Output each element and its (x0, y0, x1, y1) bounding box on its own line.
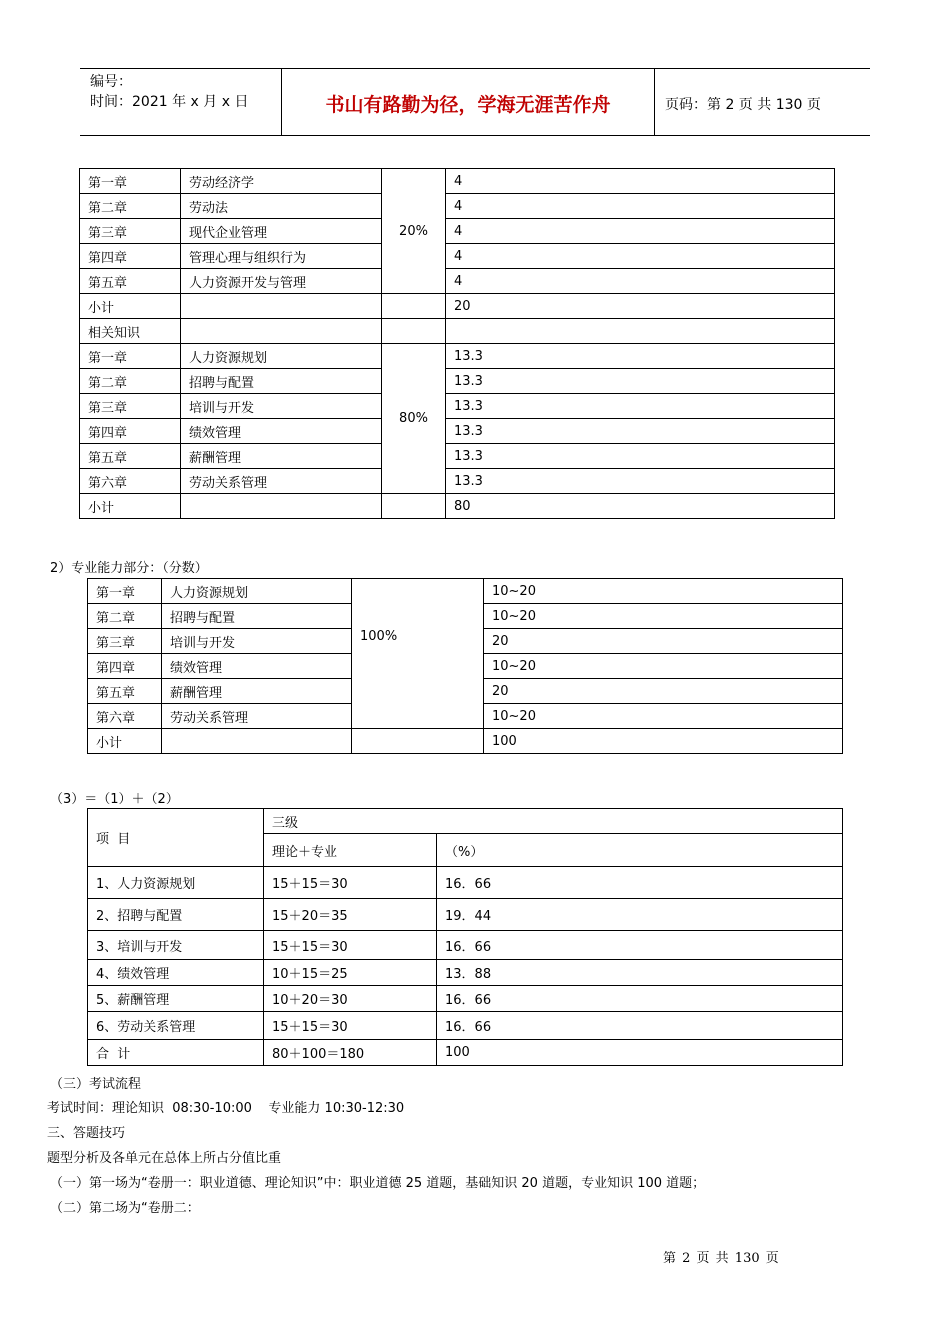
percent-cell: 80% (382, 344, 446, 494)
score-cell: 4 (446, 219, 835, 244)
item-cell: 4、绩效管理 (88, 960, 264, 986)
table-row (88, 960, 843, 986)
chapter-cell: 第五章 (80, 269, 181, 294)
total-percent: 100 (437, 1040, 843, 1066)
subject-cell: 薪酬管理 (181, 444, 382, 469)
sum-cell: 15＋15＝30 (264, 931, 437, 960)
percent-cell: 16．66 (437, 931, 843, 960)
level-header: 三级 (264, 809, 843, 834)
related-knowledge-label: 相关知识 (80, 319, 181, 344)
theory-score-table (79, 168, 835, 519)
subject-cell: 劳动经济学 (181, 169, 382, 194)
score-cell: 13.3 (446, 419, 835, 444)
score-cell: 10~20 (484, 654, 843, 679)
chapter-cell: 第一章 (88, 579, 162, 604)
score-cell: 20 (484, 679, 843, 704)
page-footer: 第 2 页 共 130 页 (663, 1251, 779, 1266)
professional-score-table (87, 578, 843, 754)
sum-column-header: 理论＋专业 (264, 834, 437, 867)
table-row (88, 579, 843, 604)
subject-cell: 培训与开发 (181, 394, 382, 419)
chapter-cell: 第三章 (80, 394, 181, 419)
percent-cell: 16．66 (437, 1012, 843, 1040)
subject-cell: 劳动关系管理 (181, 469, 382, 494)
chapter-cell: 第三章 (80, 219, 181, 244)
subtotal-row (88, 729, 843, 754)
chapter-cell: 第三章 (88, 629, 162, 654)
header-motto: 书山有路勤为径，学海无涯苦作舟 (325, 94, 611, 116)
subject-cell: 人力资源规划 (181, 344, 382, 369)
subtotal-row (80, 494, 835, 519)
score-cell: 20 (484, 629, 843, 654)
item-cell: 1、人力资源规划 (88, 867, 264, 899)
percent-cell: 13．88 (437, 960, 843, 986)
sum-cell: 10＋20＝30 (264, 986, 437, 1012)
score-cell: 13.3 (446, 444, 835, 469)
subject-cell: 招聘与配置 (181, 369, 382, 394)
score-cell: 4 (446, 244, 835, 269)
table-row (88, 1012, 843, 1040)
sum-cell: 15＋15＝30 (264, 1012, 437, 1040)
chapter-cell: 第六章 (80, 469, 181, 494)
chapter-cell: 第一章 (80, 169, 181, 194)
table-row (80, 169, 835, 194)
header-bottom-rule (80, 135, 870, 136)
table-header-row (88, 809, 843, 834)
total-row (88, 1040, 843, 1066)
item-cell: 3、培训与开发 (88, 931, 264, 960)
date-label: 时间：2021 年 x 月 x 日 (90, 94, 249, 110)
section-row (80, 319, 835, 344)
header-meta (90, 72, 248, 112)
session-one-line: （一）第一场为“卷册一：职业道德、理论知识”中：职业道德 25 道题，基础知识 20 道题，专业知识 100 道题； (50, 1176, 706, 1191)
combined-score-table (87, 808, 843, 1066)
subtotal-label: 小计 (80, 494, 181, 519)
subject-cell: 劳动关系管理 (162, 704, 352, 729)
subject-cell: 人力资源开发与管理 (181, 269, 382, 294)
item-cell: 5、薪酬管理 (88, 986, 264, 1012)
percent-cell: 16．66 (437, 867, 843, 899)
subject-cell: 绩效管理 (181, 419, 382, 444)
table-row (88, 867, 843, 899)
serial-label: 编号： (90, 74, 132, 90)
subject-cell: 培训与开发 (162, 629, 352, 654)
chapter-cell: 第五章 (80, 444, 181, 469)
total-label: 合 计 (88, 1040, 264, 1066)
subtotal-row (80, 294, 835, 319)
score-cell: 4 (446, 194, 835, 219)
section2-title: 2）专业能力部分：（分数） (50, 561, 208, 576)
table-row (80, 269, 835, 294)
table-row (80, 444, 835, 469)
table-row (80, 394, 835, 419)
chapter-cell: 第一章 (80, 344, 181, 369)
table-row (80, 194, 835, 219)
exam-process-heading: （三）考试流程 (50, 1077, 142, 1092)
sum-cell: 10＋15＝25 (264, 960, 437, 986)
percent-cell: 100% (352, 579, 484, 729)
table-row (80, 419, 835, 444)
score-cell: 13.3 (446, 369, 835, 394)
percent-cell: 16．66 (437, 986, 843, 1012)
score-cell: 13.3 (446, 394, 835, 419)
chapter-cell: 第四章 (80, 244, 181, 269)
subtotal-label: 小计 (88, 729, 162, 754)
score-cell: 13.3 (446, 469, 835, 494)
table-row (80, 244, 835, 269)
chapter-cell: 第六章 (88, 704, 162, 729)
score-cell: 4 (446, 169, 835, 194)
answer-tips-heading: 三、答题技巧 (47, 1126, 126, 1141)
sum-cell: 15＋15＝30 (264, 867, 437, 899)
percent-cell: 19．44 (437, 899, 843, 931)
score-cell: 13.3 (446, 344, 835, 369)
table-row (80, 469, 835, 494)
chapter-cell: 第二章 (80, 194, 181, 219)
chapter-cell: 第二章 (88, 604, 162, 629)
chapter-cell: 第四章 (80, 419, 181, 444)
score-cell: 10~20 (484, 579, 843, 604)
subject-cell: 管理心理与组织行为 (181, 244, 382, 269)
subject-cell: 人力资源规划 (162, 579, 352, 604)
subject-cell: 绩效管理 (162, 654, 352, 679)
percent-cell: 20% (382, 169, 446, 294)
item-cell: 6、劳动关系管理 (88, 1012, 264, 1040)
session-two-line: （二）第二场为“卷册二： (50, 1201, 200, 1216)
section3-title: （3）＝（1）＋（2） (50, 792, 179, 807)
header-page-info: 页码：第 2 页 共 130 页 (665, 97, 821, 113)
subject-cell: 薪酬管理 (162, 679, 352, 704)
item-cell: 2、招聘与配置 (88, 899, 264, 931)
subtotal-score: 100 (484, 729, 843, 754)
percent-column-header: （%） (437, 834, 843, 867)
chapter-cell: 第四章 (88, 654, 162, 679)
exam-time-line: 考试时间：理论知识 08:30-10:00 专业能力 10:30-12:30 (47, 1101, 405, 1116)
chapter-cell: 第五章 (88, 679, 162, 704)
table-row (80, 369, 835, 394)
question-analysis-line: 题型分析及各单元在总体上所占分值比重 (47, 1151, 282, 1166)
table-row (80, 344, 835, 369)
subtotal-score: 80 (446, 494, 835, 519)
table-row (88, 931, 843, 960)
score-cell: 10~20 (484, 704, 843, 729)
table-row (88, 899, 843, 931)
subject-cell: 劳动法 (181, 194, 382, 219)
subtotal-label: 小计 (80, 294, 181, 319)
total-sum: 80＋100＝180 (264, 1040, 437, 1066)
table-row (80, 219, 835, 244)
sum-cell: 15＋20＝35 (264, 899, 437, 931)
header-top-rule (80, 68, 870, 69)
subject-cell: 招聘与配置 (162, 604, 352, 629)
table-row (88, 986, 843, 1012)
subtotal-score: 20 (446, 294, 835, 319)
header-divider-left (281, 68, 282, 136)
header-divider-right (654, 68, 655, 136)
subject-cell: 现代企业管理 (181, 219, 382, 244)
score-cell: 4 (446, 269, 835, 294)
item-header: 项 目 (88, 809, 264, 867)
chapter-cell: 第二章 (80, 369, 181, 394)
score-cell: 10~20 (484, 604, 843, 629)
